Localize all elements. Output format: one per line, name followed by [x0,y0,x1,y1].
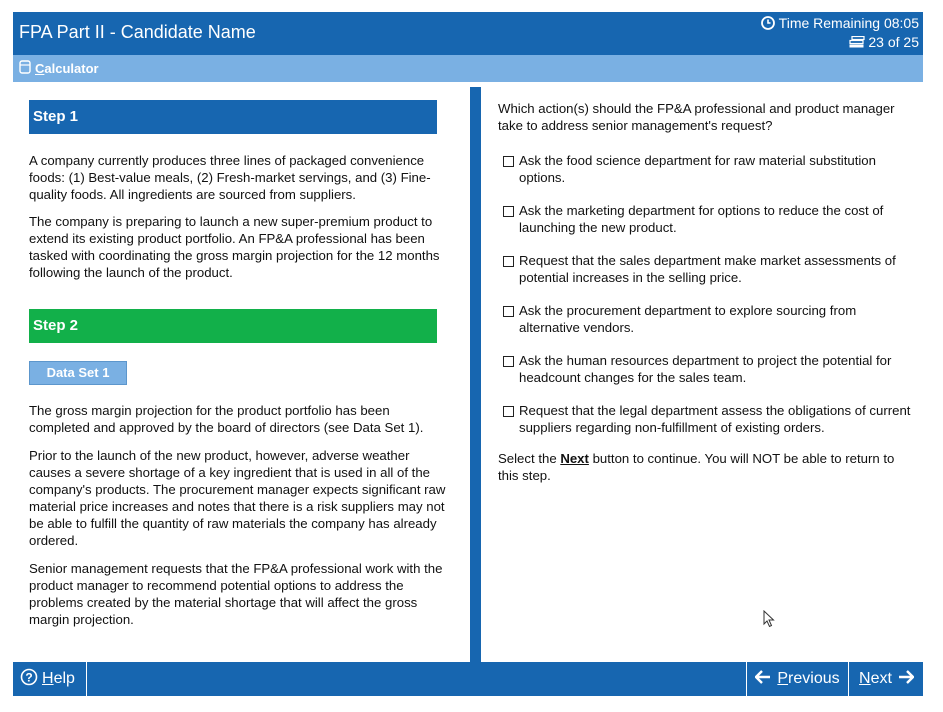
checkbox[interactable] [503,206,514,217]
step1-paragraph-1: A company currently produces three lines of packaged convenience foods: (1) Best-value meals, (2) Fresh-market servings, and (3) Fine-quality foods. All ingredients are sourced from suppliers. [29,153,431,202]
option-label: Ask the human resources department to project the potential for headcount changes for the sales team. [519,353,892,385]
arrow-right-icon [898,670,914,689]
answer-option[interactable] [503,402,913,452]
question-panel [498,82,918,662]
help-icon [20,668,38,691]
checkbox[interactable] [503,256,514,267]
answer-option[interactable] [503,252,913,302]
step2-paragraph-2: Prior to the launch of the new product, however, adverse weather causes a severe shortage of a key ingredient that is used in all of the company's products. The procurement manager expects significant raw material price increases and notes that there is a risk suppliers may not be able to fulfill the quantity of raw materials the company has already ordered. [29,448,446,548]
help-button[interactable] [13,662,87,696]
step1-paragraph-2: The company is preparing to launch a new super-premium product to extend its existing product portfolio. An FP&A professional has been tasked with coordinating the gross margin projection for the 12 months following the launch of the product. [29,214,440,280]
question-counter-text: 23 of 25 [868,34,919,50]
arrow-left-icon [755,670,771,689]
instruction-before: Select the [498,451,561,466]
footer-nav [13,662,923,696]
svg-text:?: ? [25,670,33,684]
checkbox[interactable] [503,156,514,167]
option-label: Ask the food science department for raw material substitution options. [519,153,876,185]
checkbox[interactable] [503,356,514,367]
instruction-next-word: Next [560,451,589,466]
time-remaining [761,15,919,33]
exam-title: FPA Part II - Candidate Name [19,22,256,42]
question-counter [849,34,920,51]
answer-option[interactable] [503,152,913,202]
next-button[interactable] [850,662,923,696]
question-text: Which action(s) should the FP&A professional and product manager take to address senior management's request? [498,101,895,133]
calculator-icon [19,60,31,77]
answer-options [503,152,913,452]
option-label: Ask the marketing department for options to reduce the cost of launching the new product. [519,203,884,235]
panel-divider[interactable] [470,87,481,662]
checkbox[interactable] [503,406,514,417]
answer-option[interactable] [503,202,913,252]
exam-header [13,12,923,55]
option-label: Request that the legal department assess the obligations of current suppliers regarding non-fulfillment of existing orders. [519,403,911,435]
data-set-1-button[interactable]: Data Set 1 [29,361,127,385]
step2-paragraph-3: Senior management requests that the FP&A professional work with the product manager to recommend potential options to address the problems created by the material shortage that will affect the gross margin projection. [29,561,443,627]
mouse-cursor-icon [763,610,775,633]
scenario-panel [13,82,468,662]
calculator-button[interactable] [19,60,99,77]
option-label: Ask the procurement department to explore sourcing from alternative vendors. [519,303,857,335]
next-label: Next [859,670,892,687]
toolbar [13,55,923,82]
step1-header: Step 1 [29,100,437,134]
previous-label: Previous [777,670,840,687]
checkbox[interactable] [503,306,514,317]
questions-icon [849,35,865,51]
step2-header: Step 2 [29,309,437,343]
next-instruction [498,450,908,484]
clock-icon [761,16,775,33]
instruction-after: button to continue. You will NOT be able to return to this step. [498,451,895,483]
step2-paragraph-1: The gross margin projection for the product portfolio has been completed and approved by the board of directors (see Data Set 1). [29,403,424,435]
help-label: Help [42,670,75,687]
option-label: Request that the sales department make market assessments of potential increases in the selling price. [519,253,896,285]
answer-option[interactable] [503,352,913,402]
answer-option[interactable] [503,302,913,352]
calculator-label: Calculator [35,61,99,76]
time-remaining-text: Time Remaining 08:05 [778,15,919,31]
previous-button[interactable] [746,662,849,696]
